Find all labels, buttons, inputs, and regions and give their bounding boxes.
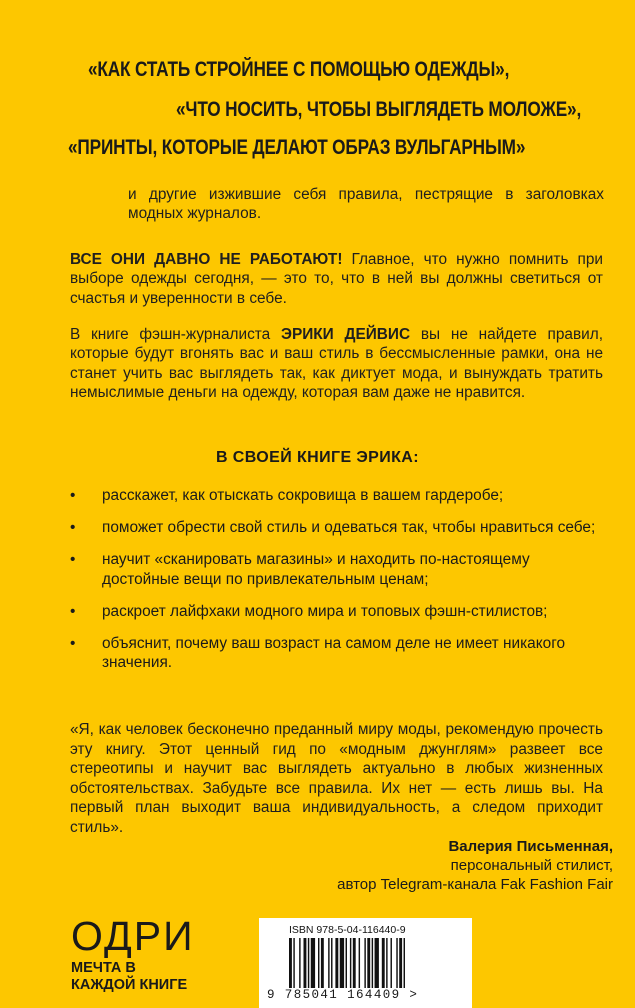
list-item-text: поможет обрести свой стиль и одеваться так, чтобы нравиться себе; xyxy=(102,519,596,537)
bullet-icon: • xyxy=(70,635,76,653)
author-before: В книге фэшн-журналиста xyxy=(70,326,281,343)
barcode xyxy=(259,918,472,1008)
isbn-label: ISBN 978-5-04-116440-9 xyxy=(289,924,406,936)
bullet-icon: • xyxy=(70,551,76,569)
series-logo-title: ОДРИ xyxy=(71,913,195,959)
reviewer-channel: автор Telegram-канала Fak Fashion Fair xyxy=(337,876,613,893)
list-item xyxy=(70,518,610,537)
paragraph-main-claim xyxy=(70,250,603,308)
intro-text: и другие изжившие себя правила, пестрящие в заголовках модных журналов. xyxy=(128,186,604,223)
list-heading: В СВОЕЙ КНИГЕ ЭРИКА: xyxy=(216,449,419,466)
headline-2: «ЧТО НОСИТЬ, ЧТОБЫ ВЫГЛЯДЕТЬ МОЛОЖЕ», xyxy=(176,98,582,121)
series-subtitle: МЕЧТА В КАЖДОЙ КНИГЕ xyxy=(71,960,188,993)
ean-number: 9 785041 164409 > xyxy=(267,988,419,1002)
bullet-icon: • xyxy=(70,487,76,504)
paragraph-author xyxy=(70,325,603,403)
reviewer-role: персональный стилист, xyxy=(450,857,613,874)
list-item-text: объяснит, почему ваш возраст на самом деле не имеет никакого значения. xyxy=(102,635,566,672)
feature-list xyxy=(70,486,610,685)
list-item xyxy=(70,486,610,505)
author-after: вы не найдете правил, которые будут вгонять вас и ваш стиль в бессмысленные рамки, она не станет учить вас выглядеть так, как диктует мода, и вынуждать тратить немыслимые деньги на одежду, которая вам даже не нравится. xyxy=(70,326,603,402)
list-item xyxy=(70,550,610,588)
claim-text: Главное, что нужно помнить при выборе одежды сегодня, — это то, что в ней вы должны светиться от счастья и уверенности в себе. xyxy=(70,251,603,307)
list-item xyxy=(70,634,610,672)
barcode-bars-icon xyxy=(289,938,449,990)
headline-3: «ПРИНТЫ, КОТОРЫЕ ДЕЛАЮТ ОБРАЗ ВУЛЬГАРНЫМ» xyxy=(68,136,526,159)
claim-bold: ВСЕ ОНИ ДАВНО НЕ РАБОТАЮТ! xyxy=(70,251,343,268)
bullet-icon: • xyxy=(70,519,76,537)
headline-1: «КАК СТАТЬ СТРОЙНЕЕ С ПОМОЩЬЮ ОДЕЖДЫ», xyxy=(88,58,510,81)
author-name: ЭРИКИ ДЕЙВИС xyxy=(281,326,411,343)
reviewer-name: Валерия Письменная, xyxy=(448,838,613,855)
review-quote: «Я, как человек бесконечно преданный миру моды, рекомендую прочесть эту книгу. Этот ценный гид по «модным джунглям» развеет все стереотипы и научит вас выглядеть актуально в любых жизненных обстоятельствах. Забудьте все правила. Их нет — есть лишь вы. На первый план выходит ваша индивидуальность, а следом приходит стиль». xyxy=(70,721,603,836)
list-item xyxy=(70,602,610,621)
list-item-text: научит «сканировать магазины» и находить по-настоящему достойные вещи по привлекательным ценам; xyxy=(102,551,530,588)
bullet-icon: • xyxy=(70,602,76,620)
list-item-text: раскроет лайфхаки модного мира и топовых фэшн-стилистов; xyxy=(102,602,548,620)
list-item-text: расскажет, как отыскать сокровища в вашем гардеробе; xyxy=(102,487,504,504)
